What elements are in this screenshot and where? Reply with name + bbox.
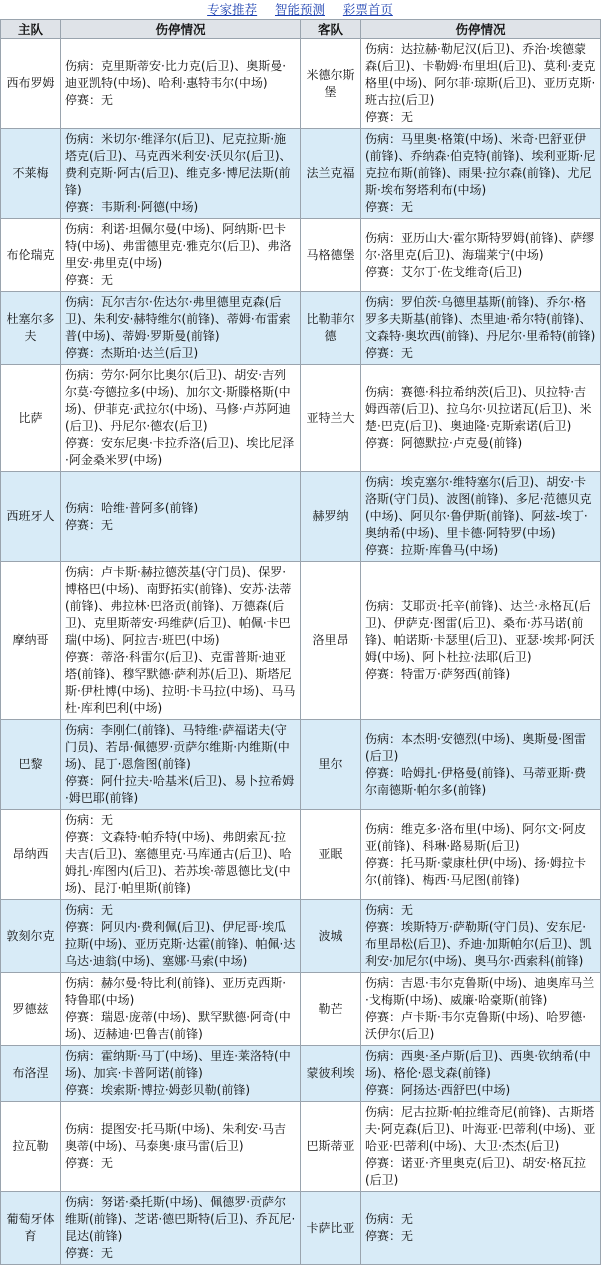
injury-value: 艾耶贡·托辛(前锋)、达兰·永格瓦(后卫)、伊萨克·图雷(后卫)、桑布·苏马诺(前锋)、帕诺斯·卡瑟里(后卫)、亚瑟·埃邦·阿沃姆(中场)、阿卜杜拉·法耶(后卫) — [365, 599, 595, 664]
injury-label: 伤病： — [365, 230, 402, 245]
home-info — [61, 219, 301, 292]
injury-line — [65, 1048, 296, 1082]
away-info — [361, 810, 601, 900]
injury-line — [65, 1194, 296, 1245]
suspension-label: 停赛： — [65, 1246, 102, 1260]
away-info — [361, 973, 601, 1046]
suspension-line — [65, 829, 296, 897]
injury-label: 伤病： — [65, 903, 102, 917]
suspension-line — [365, 109, 596, 126]
home-info — [61, 562, 301, 720]
suspension-label: 停赛： — [365, 1229, 402, 1243]
injury-value: 提图安·托马斯(中场)、朱利安·马吉奥蒂(中场)、马泰奥·康马雷(后卫) — [65, 1122, 287, 1153]
suspension-label: 停赛： — [65, 273, 102, 287]
home-info — [61, 810, 301, 900]
nav-link-expert[interactable]: 专家推荐 — [207, 2, 258, 17]
suspension-value: 无 — [401, 1229, 414, 1243]
home-info — [61, 292, 301, 365]
suspension-value: 阿扬达·西舒巴(中场) — [401, 1083, 511, 1097]
injury-label: 伤病： — [365, 731, 402, 746]
suspension-line — [65, 1009, 296, 1043]
suspension-label: 停赛： — [365, 667, 402, 681]
injury-label: 伤病： — [65, 295, 102, 309]
injury-value: 利诺·坦佩尔曼(中场)、阿纳斯·巴卡特(中场)、弗雷德里克·雅克尔(后卫)、弗洛里安·弗里克(中场) — [65, 222, 292, 270]
injury-line — [365, 821, 596, 855]
suspension-line — [65, 1155, 296, 1172]
away-info — [361, 365, 601, 472]
home-team: 葡萄牙体育 — [1, 1192, 61, 1265]
home-info — [61, 1192, 301, 1265]
suspension-value: 诺亚·齐里奥克(后卫)、胡安·格瓦拉(后卫) — [365, 1156, 587, 1187]
suspension-line — [365, 855, 596, 889]
suspension-line — [65, 1245, 296, 1262]
home-team: 西班牙人 — [1, 472, 61, 562]
table-row — [1, 292, 601, 365]
suspension-value: 阿贝内·费利佩(后卫)、伊尼哥·埃瓜拉斯(中场)、亚历克斯·达霍(前锋)、帕佩·达乌达·迪翁(中场)、塞娜·马索(中场) — [65, 920, 296, 968]
home-team: 布洛涅 — [1, 1046, 61, 1102]
away-info — [361, 720, 601, 810]
suspension-label: 停赛： — [365, 1156, 402, 1170]
suspension-line — [365, 666, 596, 683]
suspension-value: 阿什拉夫·哈基米(后卫)、易卜拉希姆·姆巴耶(前锋) — [65, 774, 295, 805]
injury-line — [65, 367, 296, 435]
injury-value: 无 — [101, 903, 114, 917]
top-nav — [0, 0, 600, 19]
injury-label: 伤病： — [365, 903, 402, 917]
suspension-value: 拉斯·库鲁马(中场) — [401, 543, 499, 557]
injury-label: 伤病： — [65, 368, 102, 382]
injury-line — [65, 722, 296, 773]
away-info — [361, 1046, 601, 1102]
away-team: 法兰克福 — [301, 129, 361, 219]
home-team: 比萨 — [1, 365, 61, 472]
away-team: 亚特兰大 — [301, 365, 361, 472]
suspension-value: 韦斯利·阿德(中场) — [101, 200, 199, 214]
suspension-line — [65, 435, 296, 469]
away-info — [361, 1192, 601, 1265]
suspension-label: 停赛： — [65, 1156, 102, 1170]
suspension-label: 停赛： — [65, 346, 102, 360]
suspension-label: 停赛： — [65, 1083, 102, 1097]
suspension-line — [65, 92, 296, 109]
table-row — [1, 1102, 601, 1192]
injury-label: 伤病： — [65, 59, 102, 73]
suspension-value: 蒂洛·科雷尔(后卫)、克雷普斯·迪亚塔(前锋)、穆罕默德·萨利苏(后卫)、斯塔尼斯·伊杜博(中场)、拉明·卡马拉(中场)、马马杜·库利巴利(中场) — [65, 650, 296, 715]
injury-value: 卢卡斯·赫拉德茨基(守门员)、保罗·博格巴(中场)、南野拓实(前锋)、安苏·法蒂(前锋)、弗拉林·巴洛贡(前锋)、万德森(后卫)、克里斯蒂安·玛维萨(后卫)、帕佩·卡巴瑞(中场)、阿拉吉·班巴(中场) — [65, 565, 292, 647]
injury-line — [365, 131, 596, 199]
injury-line — [65, 58, 296, 92]
away-team: 比勒菲尔德 — [301, 292, 361, 365]
suspension-line — [365, 542, 596, 559]
table-header — [1, 20, 601, 39]
header-home-info: 伤停情况 — [61, 20, 301, 39]
table-row — [1, 39, 601, 129]
home-team: 罗德兹 — [1, 973, 61, 1046]
suspension-value: 阿德默拉·卢克曼(前锋) — [401, 436, 523, 450]
suspension-value: 哈姆扎·伊格曼(前锋)、马蒂亚斯·费尔南德斯·帕尔多(前锋) — [365, 765, 587, 797]
home-team: 巴黎 — [1, 720, 61, 810]
suspension-value: 卢卡斯·韦尔克鲁斯(中场)、哈罗德·沃伊尔(后卫) — [365, 1010, 587, 1041]
injury-line — [65, 500, 296, 517]
injury-value: 本杰明·安德烈(中场)、奥斯曼·图雷(后卫) — [365, 731, 587, 763]
suspension-line — [365, 1155, 596, 1189]
injury-label: 伤病： — [365, 42, 402, 56]
table-row — [1, 219, 601, 292]
injury-label: 伤病： — [65, 1122, 102, 1136]
injury-value: 维克多·洛布里(中场)、阿尔文·阿皮亚(前锋)、科琳·路易斯(后卫) — [365, 821, 587, 853]
away-team: 巴斯蒂亚 — [301, 1102, 361, 1192]
suspension-line — [65, 272, 296, 289]
home-info — [61, 1046, 301, 1102]
suspension-line — [65, 919, 296, 970]
away-team: 卡萨比亚 — [301, 1192, 361, 1265]
suspension-label: 停赛： — [65, 830, 102, 844]
away-info — [361, 1102, 601, 1192]
away-info — [361, 292, 601, 365]
injury-line — [365, 384, 596, 435]
home-info — [61, 720, 301, 810]
suspension-label: 停赛： — [65, 920, 102, 934]
home-team: 布伦瑞克 — [1, 219, 61, 292]
suspension-line — [65, 517, 296, 534]
home-team: 敦刻尔克 — [1, 900, 61, 973]
suspension-line — [65, 199, 296, 216]
suspension-label: 停赛： — [65, 93, 102, 107]
injury-label: 伤病： — [365, 295, 402, 309]
home-team: 摩纳哥 — [1, 562, 61, 720]
away-team: 洛里昂 — [301, 562, 361, 720]
away-team: 勒芒 — [301, 973, 361, 1046]
injury-label: 伤病： — [65, 723, 102, 737]
suspension-label: 停赛： — [365, 765, 402, 780]
injury-value: 埃克塞尔·维特塞尔(后卫)、胡安·卡洛斯(守门员)、波图(前锋)、多尼·范德贝克(中场)、阿贝尔·鲁伊斯(前锋)、阿兹-埃丁·奥纳希(中场)、里卡德·阿特罗(中场) — [365, 475, 592, 540]
injury-line — [365, 1104, 596, 1155]
suspension-line — [365, 1009, 596, 1043]
injury-value: 无 — [401, 903, 414, 917]
away-info — [361, 472, 601, 562]
suspension-label: 停赛： — [365, 855, 402, 870]
injury-line — [65, 975, 296, 1009]
suspension-line — [365, 435, 596, 452]
suspension-label: 停赛： — [365, 1083, 402, 1097]
suspension-value: 杰斯珀·达兰(后卫) — [101, 346, 199, 360]
injury-line — [365, 230, 596, 264]
injury-value: 劳尔·阿尔比奥尔(后卫)、胡安·吉列尔莫·夸德拉多(中场)、加尔文·斯滕格斯(中场)、伊菲克·武拉尔(中场)、马修·卢苏阿迪(后卫)、丹尼尔·德农(后卫) — [65, 368, 291, 433]
header-away-info: 伤停情况 — [361, 20, 601, 39]
suspension-line — [65, 773, 296, 807]
injury-line — [365, 975, 596, 1009]
suspension-value: 无 — [101, 1156, 114, 1170]
injury-line — [365, 902, 596, 919]
suspension-label: 停赛： — [365, 110, 402, 124]
injury-value: 赫尔曼·特比利(前锋)、亚历克西斯·特鲁耶(中场) — [65, 976, 287, 1007]
suspension-value: 艾尔丁·佐戈维奇(后卫) — [401, 264, 523, 279]
suspension-label: 停赛： — [365, 1010, 402, 1024]
injury-value: 西奥·圣卢斯(后卫)、西奥·钦纳希(中场)、格伦·恩戈森(前锋) — [365, 1049, 591, 1080]
suspension-value: 无 — [401, 110, 414, 124]
nav-link-prediction[interactable]: 智能预测 — [274, 2, 325, 17]
injury-label: 伤病： — [65, 500, 102, 515]
away-team: 米德尔斯堡 — [301, 39, 361, 129]
home-team: 昂纳西 — [1, 810, 61, 900]
injury-value: 瓦尔吉尔·佐达尔·弗里德里克森(后卫)、朱利安·赫特维尔(前锋)、蒂姆·布雷索普(中场)、蒂姆·罗斯曼(前锋) — [65, 295, 291, 343]
suspension-line — [365, 919, 596, 970]
injury-value: 达拉赫·勒尼汉(后卫)、乔治·埃德蒙森(后卫)、卡勒姆·布里坦(后卫)、莫利·麦克格里(中场)、阿尔菲·琼斯(后卫)、亚历克斯·班古拉(后卫) — [365, 42, 596, 107]
suspension-label: 停赛： — [365, 543, 402, 557]
injury-label: 伤病： — [65, 222, 102, 236]
nav-link-lottery-home[interactable]: 彩票首页 — [342, 2, 393, 17]
injury-label: 伤病： — [65, 132, 102, 146]
suspension-value: 瑞恩·庞蒂(中场)、默罕默德·阿奇(中场)、迈赫迪·巴鲁吉(前锋) — [65, 1010, 291, 1041]
away-team: 里尔 — [301, 720, 361, 810]
injury-label: 伤病： — [365, 132, 402, 146]
home-info — [61, 973, 301, 1046]
injury-label: 伤病： — [365, 821, 402, 836]
injury-value: 哈维·普阿多(前锋) — [101, 500, 199, 515]
injury-line — [365, 731, 596, 765]
injury-label: 伤病： — [365, 475, 402, 489]
suspension-line — [365, 345, 596, 362]
suspension-line — [365, 199, 596, 216]
table-row — [1, 129, 601, 219]
home-team: 不莱梅 — [1, 129, 61, 219]
home-team: 西布罗姆 — [1, 39, 61, 129]
injury-label: 伤病： — [65, 813, 102, 827]
home-team: 拉瓦勒 — [1, 1102, 61, 1192]
injury-value: 努诺·桑托斯(中场)、佩德罗·贡萨尔维斯(前锋)、芝诺·德巴斯特(后卫)、乔瓦尼·昆达(前锋) — [65, 1195, 296, 1243]
suspension-value: 特雷万·萨努西(前锋) — [401, 667, 511, 681]
injury-value: 吉恩·韦尔克鲁斯(中场)、迪奥库马兰·戈梅斯(中场)、威廉·哈豪斯(前锋) — [365, 976, 595, 1007]
suspension-value: 托马斯·蒙康杜伊(中场)、扬·姆拉卡尔(前锋)、梅西·马尼图(前锋) — [365, 855, 587, 887]
injury-label: 伤病： — [365, 1212, 402, 1226]
suspension-label: 停赛： — [65, 200, 102, 214]
home-info — [61, 1102, 301, 1192]
injury-value: 霍纳斯·马丁(中场)、里连·莱洛特(中场)、加宾·卡普阿诺(前锋) — [65, 1049, 291, 1080]
injury-label: 伤病： — [365, 1049, 402, 1063]
injury-label: 伤病： — [65, 1049, 102, 1063]
suspension-line — [65, 345, 296, 362]
injury-line — [65, 131, 296, 199]
injury-line — [65, 812, 296, 829]
suspension-label: 停赛： — [365, 264, 402, 279]
injury-line — [365, 474, 596, 542]
suspension-line — [365, 1082, 596, 1099]
table-row — [1, 562, 601, 720]
injury-label: 伤病： — [365, 976, 402, 990]
injury-line — [365, 598, 596, 666]
table-row — [1, 472, 601, 562]
table-row — [1, 900, 601, 973]
injury-value: 克里斯蒂安·比力克(后卫)、奥斯曼·迪亚凯特(中场)、哈利·惠特韦尔(中场) — [65, 59, 287, 90]
suspension-value: 安东尼奥·卡拉乔洛(后卫)、埃比尼泽·阿金桑米罗(中场) — [65, 436, 295, 467]
injury-value: 无 — [101, 813, 114, 827]
injury-line — [65, 221, 296, 272]
away-team: 波城 — [301, 900, 361, 973]
suspension-value: 无 — [101, 273, 114, 287]
away-info — [361, 219, 601, 292]
suspension-label: 停赛： — [365, 346, 402, 360]
away-team: 马格德堡 — [301, 219, 361, 292]
home-info — [61, 129, 301, 219]
injury-table — [0, 19, 601, 1265]
suspension-label: 停赛： — [65, 1010, 102, 1024]
table-row — [1, 1192, 601, 1265]
suspension-line — [65, 1082, 296, 1099]
injury-value: 无 — [401, 1212, 414, 1226]
injury-label: 伤病： — [365, 385, 402, 399]
home-info — [61, 900, 301, 973]
table-row — [1, 973, 601, 1046]
injury-line — [65, 294, 296, 345]
injury-value: 米切尔·维泽尔(后卫)、尼克拉斯·施塔克(后卫)、马克西米利安·沃贝尔(后卫)、费利克斯·阿古(后卫)、维克多·博尼法斯(前锋) — [65, 132, 292, 197]
suspension-value: 无 — [401, 346, 414, 360]
suspension-label: 停赛： — [65, 517, 102, 532]
away-info — [361, 562, 601, 720]
home-info — [61, 472, 301, 562]
home-info — [61, 39, 301, 129]
suspension-label: 停赛： — [65, 774, 102, 788]
suspension-value: 埃斯特万·萨勒斯(守门员)、安东尼·布里昂松(后卫)、乔迪·加斯帕尔(后卫)、凯利安·加尼尔(中场)、奥马尔·西索科(前锋) — [365, 920, 592, 968]
away-team: 赫罗纳 — [301, 472, 361, 562]
suspension-value: 无 — [101, 93, 114, 107]
suspension-label: 停赛： — [65, 650, 102, 664]
home-team: 杜塞尔多夫 — [1, 292, 61, 365]
injury-value: 亚历山大·霍尔斯特罗姆(前锋)、萨缪尔·洛里克(后卫)、海瑞莱宁(中场) — [365, 230, 595, 262]
injury-line — [365, 1211, 596, 1228]
injury-value: 尼古拉斯·帕拉维奇尼(前锋)、古斯塔夫·阿克森(后卫)、叶海亚·巴蒂利(中场)、亚哈亚·巴蒂利(中场)、大卫·杰杰(后卫) — [365, 1105, 596, 1153]
injury-label: 伤病： — [65, 976, 102, 990]
suspension-value: 无 — [101, 1246, 114, 1260]
injury-value: 马里奥·格策(中场)、米奇·巴舒亚伊(前锋)、乔纳森·伯克特(前锋)、埃利亚斯·尼克拉布斯(前锋)、雨果·拉尔森(前锋)、尤尼斯·埃布努塔利布(中场) — [365, 132, 596, 197]
suspension-line — [365, 264, 596, 281]
header-home: 主队 — [1, 20, 61, 39]
injury-value: 罗伯茨·乌德里基斯(前锋)、乔尔·格罗多夫斯基(前锋)、杰里迪·希尔特(前锋)、文森特·奥坎西(前锋)、丹尼尔·里希特(前锋) — [365, 295, 596, 343]
suspension-line — [365, 1228, 596, 1245]
table-row — [1, 365, 601, 472]
away-info — [361, 129, 601, 219]
suspension-value: 无 — [101, 517, 114, 532]
suspension-line — [65, 649, 296, 717]
suspension-value: 无 — [401, 200, 414, 214]
suspension-label: 停赛： — [365, 920, 402, 934]
suspension-label: 停赛： — [365, 436, 402, 450]
injury-value: 赛德·科拉希纳茨(后卫)、贝拉特·吉姆西蒂(后卫)、拉乌尔·贝拉诺瓦(后卫)、米楚·巴克(后卫)、奥迪隆·克斯索诺(后卫) — [365, 385, 592, 433]
injury-label: 伤病： — [365, 1105, 402, 1119]
away-info — [361, 39, 601, 129]
injury-label: 伤病： — [65, 565, 102, 579]
home-info — [61, 365, 301, 472]
table-row — [1, 810, 601, 900]
table-row — [1, 720, 601, 810]
injury-line — [365, 294, 596, 345]
injury-label: 伤病： — [65, 1195, 102, 1209]
injury-line — [65, 1121, 296, 1155]
injury-line — [365, 41, 596, 109]
injury-line — [65, 902, 296, 919]
away-team: 亚眠 — [301, 810, 361, 900]
injury-label: 伤病： — [365, 599, 402, 613]
injury-line — [365, 1048, 596, 1082]
suspension-value: 埃索斯·博拉·姆彭贝勒(前锋) — [101, 1083, 251, 1097]
suspension-label: 停赛： — [65, 436, 102, 450]
suspension-value: 文森特·帕乔特(中场)、弗朗索瓦·拉夫吉(后卫)、塞德里克·马库通古(后卫)、哈姆扎·库图内(后卫)、若苏埃·蒂恩德比戈(中场)、昆汀·帕里斯(前锋) — [65, 830, 292, 895]
injury-line — [65, 564, 296, 649]
away-team: 蒙彼利埃 — [301, 1046, 361, 1102]
injury-value: 李刚仁(前锋)、马特维·萨福诺夫(守门员)、若昂·佩德罗·贡萨尔维斯·内维斯(中场)、昆丁·恩詹图(前锋) — [65, 723, 290, 771]
table-row — [1, 1046, 601, 1102]
suspension-label: 停赛： — [365, 200, 402, 214]
header-away: 客队 — [301, 20, 361, 39]
suspension-line — [365, 765, 596, 799]
away-info — [361, 900, 601, 973]
